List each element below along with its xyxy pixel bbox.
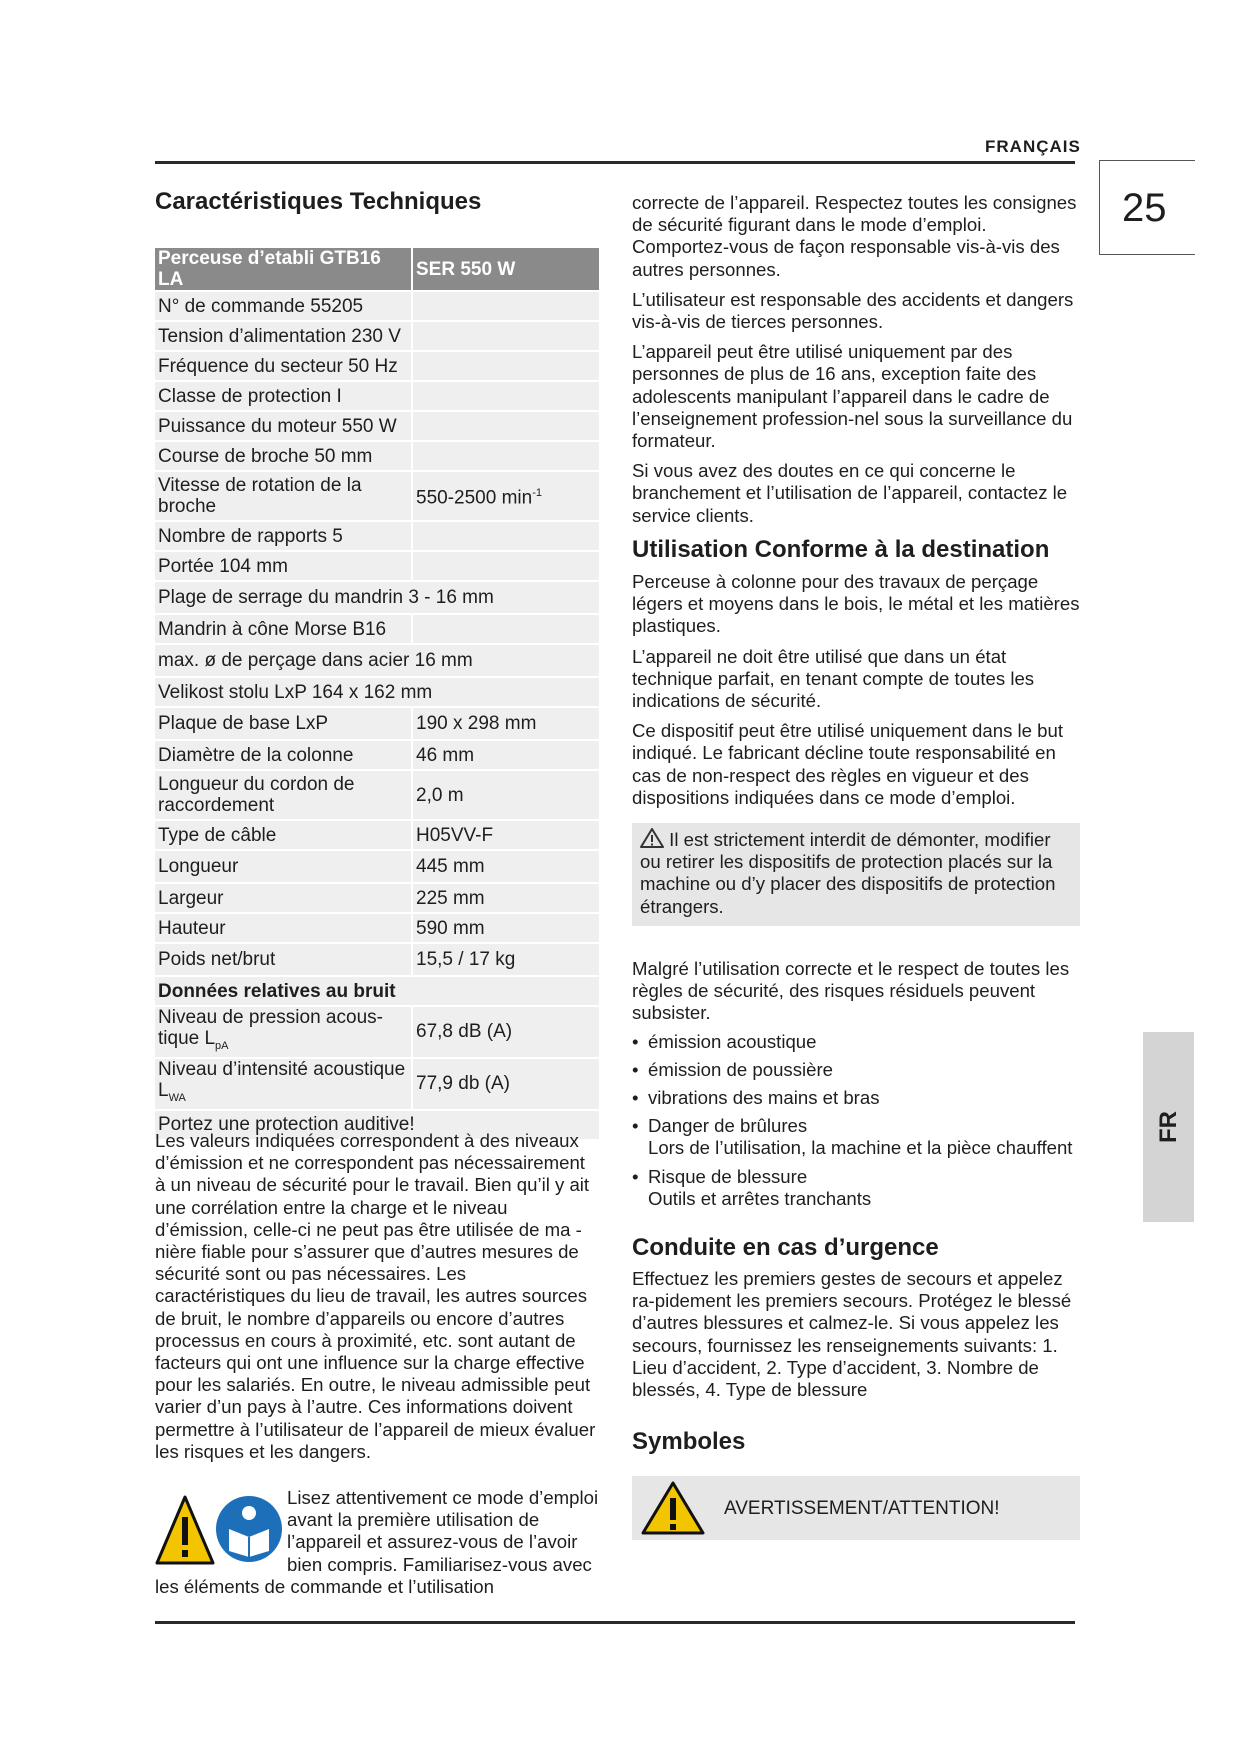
row-label: Puissance du moteur 550 W bbox=[155, 411, 412, 441]
row-label: Fréquence du secteur 50 Hz bbox=[155, 351, 412, 381]
table-row bbox=[155, 913, 599, 943]
language-header: FRANÇAIS bbox=[985, 137, 1081, 156]
table-row bbox=[155, 677, 599, 707]
row-label: Vitesse de rotation de la broche bbox=[155, 471, 412, 521]
row-value: 46 mm bbox=[412, 740, 599, 770]
warning-triangle-icon bbox=[640, 828, 664, 848]
list-item bbox=[632, 1087, 1082, 1109]
row-label: Diamètre de la colonne bbox=[155, 740, 412, 770]
table-row bbox=[155, 551, 599, 581]
noise-subscript: WA bbox=[168, 1091, 186, 1104]
row-value: H05VV-F bbox=[412, 820, 599, 850]
safety-warning-box bbox=[632, 823, 1080, 926]
usage-text bbox=[632, 571, 1082, 817]
row-label: N° de commande 55205 bbox=[155, 291, 412, 321]
table-row bbox=[155, 521, 599, 551]
row-label: Nombre de rapports 5 bbox=[155, 521, 412, 551]
row-label bbox=[155, 1058, 412, 1110]
row-value bbox=[412, 521, 599, 551]
row-value: 445 mm bbox=[412, 850, 599, 883]
table-row bbox=[155, 707, 599, 740]
symbols-title: Symboles bbox=[632, 1428, 746, 1455]
emergency-text: Effectuez les premiers gestes de secours et appelez ra-pidement les premiers secours. Protégez le blessé d’autres blessures et calmez-le. Si vous appelez les secours, fournissez les renseignements suivants: 1. Lieu d’accident, 2. Type d’accident, 3. Nombre de blessés, 4. Type de blessure bbox=[632, 1268, 1072, 1401]
noise-subscript: pA bbox=[215, 1039, 229, 1052]
page-number: 25 bbox=[1122, 186, 1167, 230]
noise-label: Niveau d’intensité acoustique L bbox=[158, 1058, 406, 1101]
safety-warning-paragraph bbox=[632, 823, 1080, 918]
risk-detail: Lors de l’utilisation, la machine et la pièce chauffent bbox=[648, 1137, 1073, 1159]
usage-title: Utilisation Conforme à la destination bbox=[632, 536, 1050, 563]
row-value bbox=[412, 471, 599, 521]
table-row bbox=[155, 291, 599, 321]
residual-list bbox=[632, 1031, 1082, 1210]
noise-label: Niveau de pression acous-tique L bbox=[158, 1007, 383, 1049]
row-label: Mandrin à cône Morse B16 bbox=[155, 614, 412, 644]
list-item bbox=[632, 1059, 1082, 1081]
language-side-tab bbox=[1143, 1032, 1194, 1222]
table-row bbox=[155, 381, 599, 411]
list-item bbox=[632, 1166, 1082, 1210]
row-label: Longueur du cordon de raccordement bbox=[155, 770, 412, 820]
row-value bbox=[412, 551, 599, 581]
row-label: Portée 104 mm bbox=[155, 551, 412, 581]
residual-intro: Malgré l’utilisation correcte et le respect de toutes les règles de sécurité, des risques résiduels peuvent subsister. bbox=[632, 958, 1070, 1024]
risk-title: vibrations des mains et bras bbox=[648, 1087, 880, 1109]
row-value: 15,5 / 17 kg bbox=[412, 943, 599, 976]
warning-icon bbox=[640, 1480, 706, 1536]
intro-paragraph: L’appareil peut être utilisé uniquement par des personnes de plus de 16 ans, exception faite des adolescents manipulant l’appareil dans le cadre de l’enseignement profession-nel sous la surveillance du formateur. bbox=[632, 341, 1073, 452]
intro-paragraph: correcte de l’appareil. Respectez toutes les consignes de sécurité figurant dans le mode d’emploi. Comportez-vous de façon responsable vis-à-vis des autres personnes. bbox=[632, 192, 1077, 280]
protection-note: Portez une protection auditive! bbox=[155, 1110, 599, 1140]
intro-text bbox=[632, 192, 1082, 535]
table-row bbox=[155, 850, 599, 883]
side-tab-label: FR bbox=[1154, 1111, 1182, 1143]
row-label: Plage de serrage du mandrin 3 - 16 mm bbox=[155, 581, 599, 614]
usage-paragraph: Perceuse à colonne pour des travaux de perçage légers et moyens dans le bois, le métal et les matières plastiques. bbox=[632, 571, 1080, 637]
table-row bbox=[155, 471, 599, 521]
specs-header-cell-1: Perceuse d’etabli GTB16 LA bbox=[155, 248, 412, 291]
row-label: Classe de protection I bbox=[155, 381, 412, 411]
risk-title: Risque de blessure bbox=[648, 1165, 808, 1187]
row-value: 77,9 db (A) bbox=[412, 1058, 599, 1110]
read-manual-block bbox=[155, 1487, 600, 1598]
table-row bbox=[155, 614, 599, 644]
row-label: Tension d’alimentation 230 V bbox=[155, 321, 412, 351]
row-value: 225 mm bbox=[412, 883, 599, 913]
table-row bbox=[155, 820, 599, 850]
specs-table-header bbox=[155, 248, 599, 291]
warning-icon bbox=[155, 1493, 283, 1567]
risk-title: émission acoustique bbox=[648, 1030, 817, 1052]
safety-warning-text: Il est strictement interdit de démonter, modifier ou retirer les dispositifs de protection placés sur la machine ou d’y placer des dispositifs de protection étrangers. bbox=[640, 829, 1056, 917]
row-label: Velikost stolu LxP 164 x 162 mm bbox=[155, 677, 599, 707]
intro-paragraph: Si vous avez des doutes en ce qui concerne le branchement et l’utilisation de l’appareil, contactez le service clients. bbox=[632, 460, 1068, 526]
bottom-rule bbox=[155, 1621, 1075, 1624]
row-label: Type de câble bbox=[155, 820, 412, 850]
row-value bbox=[412, 351, 599, 381]
table-row bbox=[155, 411, 599, 441]
row-label: Course de broche 50 mm bbox=[155, 441, 412, 471]
specs-table bbox=[155, 248, 599, 1141]
row-label: Plaque de base LxP bbox=[155, 707, 412, 740]
rpm-value: 550-2500 min bbox=[416, 487, 533, 509]
table-row bbox=[155, 1058, 599, 1110]
row-label: Longueur bbox=[155, 850, 412, 883]
symbol-warning-label: AVERTISSEMENT/ATTENTION! bbox=[724, 1498, 1000, 1519]
noise-title: Données relatives au bruit bbox=[155, 976, 599, 1006]
row-value: 2,0 m bbox=[412, 770, 599, 820]
row-value bbox=[412, 441, 599, 471]
row-label: max. ø de perçage dans acier 16 mm bbox=[155, 644, 599, 677]
read-manual-text: Lisez attentivement ce mode d’emploi avant la première utilisation de l’appareil et assurez-vous de l’avoir bien compris. Familiarisez-vous avec les éléments de commande et l’utilisation bbox=[155, 1487, 599, 1597]
row-value: 590 mm bbox=[412, 913, 599, 943]
row-value bbox=[412, 614, 599, 644]
table-row bbox=[155, 321, 599, 351]
row-label: Poids net/brut bbox=[155, 943, 412, 976]
noise-explanation: Les valeurs indiquées correspondent à des niveaux d’émission et ne correspondent pas nécessairement à un niveau de sécurité pour le travail. Bien qu’il y ait une corrélation entre la charge et le niveau d’émission, celle-ci ne peut pas être utilisée de ma - nière fiable pour s’assurer que d’autres mesures de sécurité sont ou pas nécessaires. Les caractéristiques du lieu de travail, les autres sources de bruit, le nombre d’appareils ou encore d’autres processus en cours à proximité, etc. sont autant de facteurs qui ont une influence sur la charge effective pour les salariés. En outre, le niveau admissible peut varier d’un pays à l’autre. Ces informations doivent permettre à l’utilisateur de l’appareil de mieux évaluer les risques et les dangers. bbox=[155, 1130, 596, 1462]
table-row bbox=[155, 943, 599, 976]
symbol-warning-box bbox=[632, 1476, 1080, 1540]
manual-icons bbox=[155, 1493, 283, 1567]
emergency-title: Conduite en cas d’urgence bbox=[632, 1234, 939, 1261]
row-label bbox=[155, 1006, 412, 1058]
table-row bbox=[155, 351, 599, 381]
table-row bbox=[155, 770, 599, 820]
residual-risks bbox=[632, 958, 1082, 1216]
row-value: 190 x 298 mm bbox=[412, 707, 599, 740]
top-rule bbox=[155, 161, 1075, 164]
table-row bbox=[155, 644, 599, 677]
noise-section-row bbox=[155, 976, 599, 1006]
risk-title: émission de poussière bbox=[648, 1058, 834, 1080]
row-value bbox=[412, 291, 599, 321]
risk-detail: Outils et arrêtes tranchants bbox=[648, 1187, 872, 1209]
list-item bbox=[632, 1115, 1082, 1159]
rpm-exponent: -1 bbox=[532, 487, 542, 500]
risk-title: Danger de brûlures bbox=[648, 1115, 808, 1137]
row-value bbox=[412, 321, 599, 351]
list-item bbox=[632, 1031, 1082, 1053]
row-value: 67,8 dB (A) bbox=[412, 1006, 599, 1058]
table-row bbox=[155, 1006, 599, 1058]
intro-paragraph: L’utilisateur est responsable des accidents et dangers vis-à-vis de tierces personnes. bbox=[632, 288, 1074, 333]
specs-title: Caractéristiques Techniques bbox=[155, 188, 482, 215]
table-row bbox=[155, 740, 599, 770]
usage-paragraph: Ce dispositif peut être utilisé uniquement dans le but indiqué. Le fabricant décline toute responsabilité en cas de non-respect des règles en vigueur et des dispositions indiquées dans ce mode d’emploi. bbox=[632, 720, 1064, 808]
row-label: Largeur bbox=[155, 883, 412, 913]
table-row bbox=[155, 883, 599, 913]
table-row bbox=[155, 441, 599, 471]
usage-paragraph: L’appareil ne doit être utilisé que dans un état technique parfait, en tenant compte de toutes les indications de sécurité. bbox=[632, 645, 1035, 712]
specs-header-cell-2: SER 550 W bbox=[412, 248, 599, 291]
row-value bbox=[412, 381, 599, 411]
table-row bbox=[155, 581, 599, 614]
row-label: Hauteur bbox=[155, 913, 412, 943]
row-value bbox=[412, 411, 599, 441]
